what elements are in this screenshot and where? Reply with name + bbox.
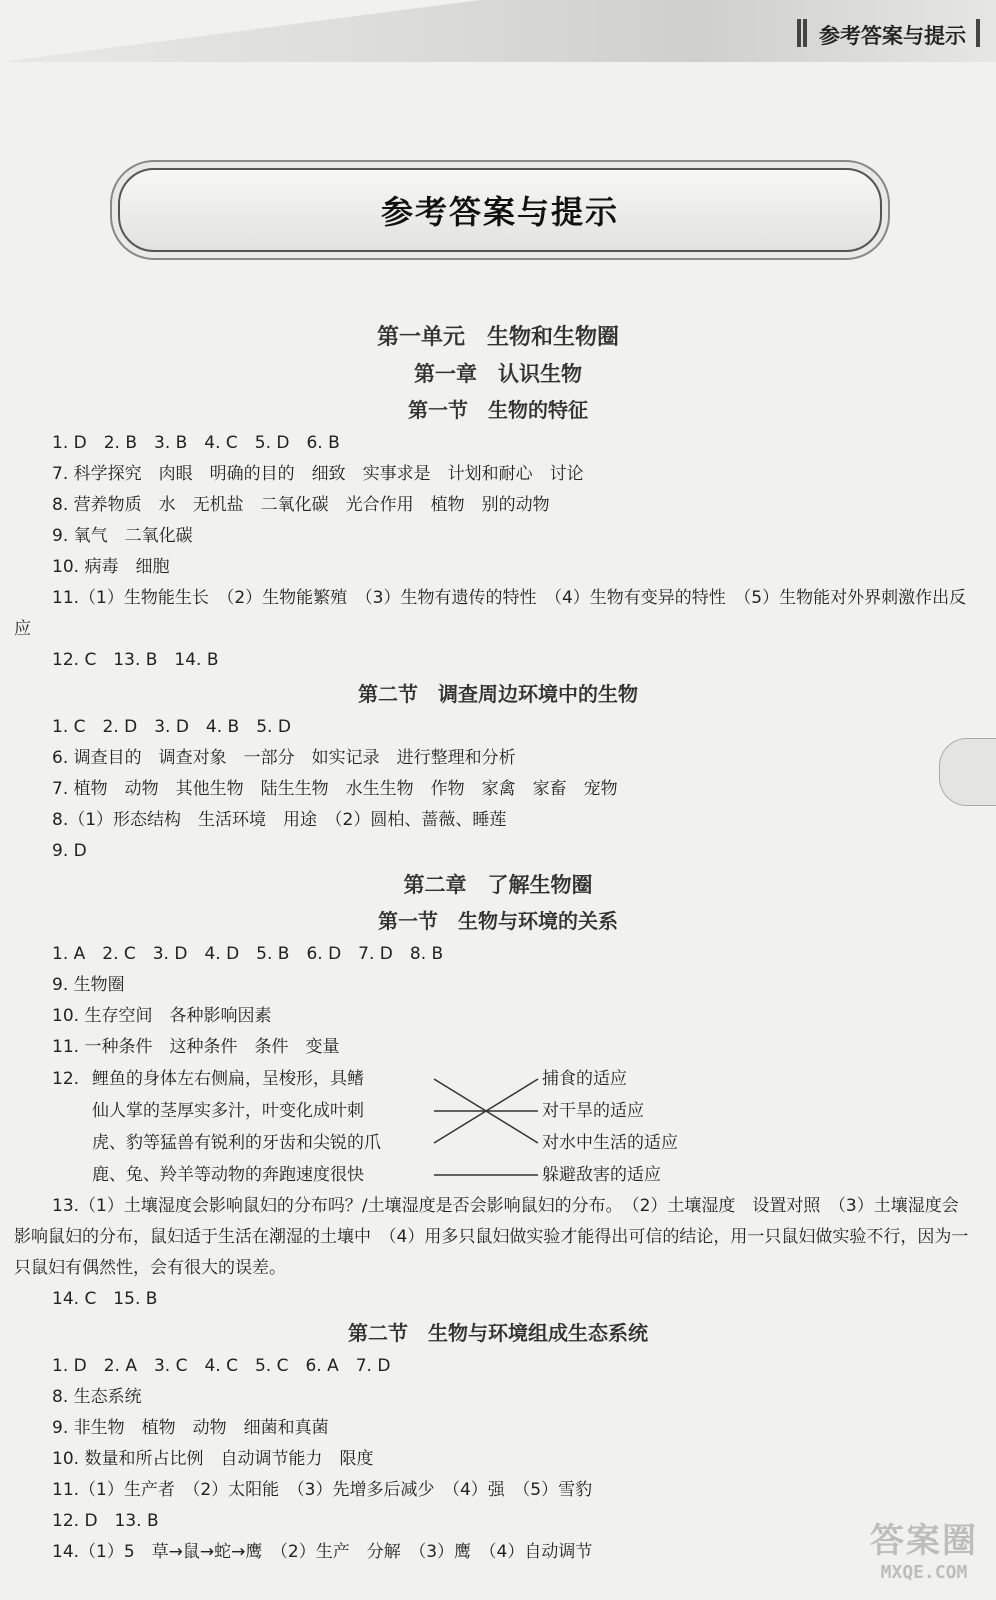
unit-heading: 第一单元 生物和生物圈 bbox=[376, 324, 619, 350]
answer-line: 1. D 2. B 3. B 4. C 5. D 6. B bbox=[52, 433, 340, 453]
match-right-column bbox=[542, 1063, 678, 1191]
chapter-heading: 第二章 了解生物圈 bbox=[403, 872, 593, 897]
answer-line: 8. 营养物质 水 无机盐 二氧化碳 光合作用 植物 别的动物 bbox=[52, 495, 550, 515]
answer-line: 10. 数量和所占比例 自动调节能力 限度 bbox=[52, 1449, 374, 1469]
match-right-item: 对干旱的适应 bbox=[542, 1101, 644, 1121]
match-lines bbox=[430, 1063, 542, 1191]
answer-line: 14.（1）5 草→鼠→蛇→鹰 （2）生产 分解 （3）鹰 （4）自动调节 bbox=[52, 1542, 593, 1562]
chapter-heading: 第一章 认识生物 bbox=[414, 361, 582, 386]
answer-line: 10. 生存空间 各种影响因素 bbox=[52, 1006, 272, 1026]
answer-line: 9. 生物圈 bbox=[52, 975, 125, 995]
answer-line: 6. 调查目的 调查对象 一部分 如实记录 进行整理和分析 bbox=[52, 748, 516, 768]
watermark-logo bbox=[860, 1508, 988, 1588]
section-heading: 第二节 生物与环境组成生态系统 bbox=[348, 1321, 648, 1345]
match-left-item: 仙人掌的茎厚实多汁，叶变化成叶刺 bbox=[92, 1101, 364, 1121]
match-left-item: 虎、豹等猛兽有锐利的牙齿和尖锐的爪 bbox=[92, 1133, 381, 1153]
running-head-bar-right bbox=[976, 19, 982, 52]
answer-line: 7. 植物 动物 其他生物 陆生生物 水生生物 作物 家禽 家畜 宠物 bbox=[52, 779, 618, 799]
match-right-item: 对水中生活的适应 bbox=[542, 1133, 678, 1153]
answer-line: 14. C 15. B bbox=[52, 1289, 158, 1309]
answer-line: 9. D bbox=[52, 841, 87, 861]
section-heading: 第一节 生物的特征 bbox=[408, 398, 588, 422]
answers-content bbox=[0, 318, 996, 1568]
answer-line: 11.（1）生产者 （2）太阳能 （3）先增多后减少 （4）强 （5）雪豹 bbox=[52, 1480, 593, 1500]
answer-line: 9. 非生物 植物 动物 细菌和真菌 bbox=[52, 1418, 329, 1438]
section-heading: 第一节 生物与环境的关系 bbox=[378, 909, 618, 933]
answer-line: 11.（1）生物能生长 （2）生物能繁殖 （3）生物有遗传的特性 （4）生物有变异的特性 （5）生物能对外界刺激作出反应 bbox=[14, 588, 967, 639]
answer-line: 12. D 13. B bbox=[52, 1511, 159, 1531]
answer-line: 1. D 2. A 3. C 4. C 5. C 6. A 7. D bbox=[52, 1356, 391, 1376]
match-right-item: 躲避敌害的适应 bbox=[542, 1165, 661, 1185]
match-left-item: 鲤鱼的身体左右侧扁，呈梭形，具鳍 bbox=[92, 1069, 364, 1089]
answer-line: 8.（1）形态结构 生活环境 用途 （2）圆柏、蔷薇、睡莲 bbox=[52, 810, 507, 830]
matching-question bbox=[52, 1063, 996, 1191]
running-head-text: 参考答案与提示 bbox=[819, 24, 966, 48]
page-title: 参考答案与提示 bbox=[380, 193, 619, 231]
answer-line: 1. A 2. C 3. D 4. D 5. B 6. D 7. D 8. B bbox=[52, 944, 444, 964]
header-wedge bbox=[0, 0, 480, 62]
answer-line: 1. C 2. D 3. D 4. B 5. D bbox=[52, 717, 291, 737]
answer-line: 10. 病毒 细胞 bbox=[52, 557, 170, 577]
match-right-item: 捕食的适应 bbox=[542, 1069, 627, 1089]
answer-line: 7. 科学探究 肉眼 明确的目的 细致 实事求是 计划和耐心 讨论 bbox=[52, 464, 584, 484]
answer-line: 9. 氧气 二氧化碳 bbox=[52, 526, 193, 546]
watermark-url: MXQE.COM bbox=[880, 1562, 968, 1583]
match-left-item: 鹿、兔、羚羊等动物的奔跑速度很快 bbox=[92, 1165, 364, 1185]
answer-line: 12. C 13. B 14. B bbox=[52, 650, 219, 670]
running-head-bars bbox=[797, 19, 809, 52]
title-banner bbox=[118, 168, 882, 252]
answer-line: 8. 生态系统 bbox=[52, 1387, 142, 1407]
watermark-text: 答案圈 bbox=[870, 1521, 978, 1561]
section-heading: 第二节 调查周边环境中的生物 bbox=[358, 682, 638, 706]
running-head bbox=[797, 18, 982, 52]
match-left-column bbox=[92, 1063, 381, 1191]
question-number: 12. bbox=[52, 1069, 80, 1089]
answer-line: 11. 一种条件 这种条件 条件 变量 bbox=[52, 1037, 340, 1057]
answer-line: 13.（1）土壤湿度会影响鼠妇的分布吗？/土壤湿度是否会影响鼠妇的分布。 （2）土壤湿度 设置对照 （3）土壤湿度会影响鼠妇的分布，鼠妇适于生活在潮湿的土壤中 （4）用多只鼠妇做实验才能得出可信的结论，用一只鼠妇做实验不行，因为一只鼠妇有偶然性，会有很大的误差。 bbox=[14, 1196, 969, 1278]
